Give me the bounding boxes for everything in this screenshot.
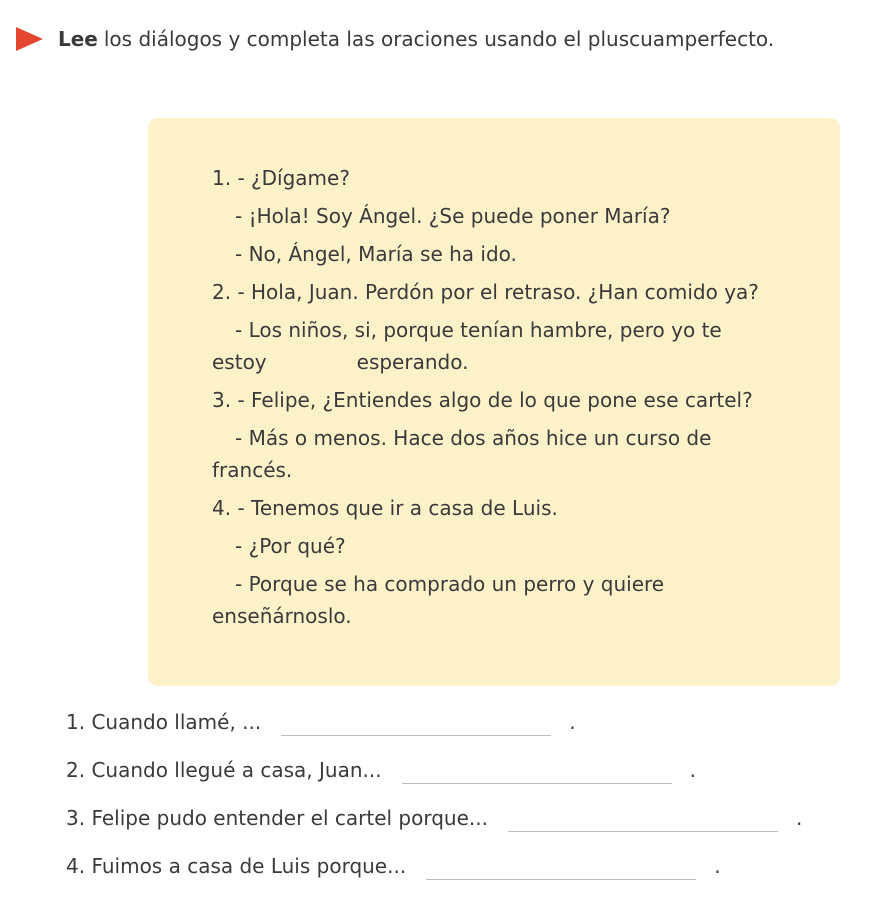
dialog-4-line-2: - ¿Por qué? [235,534,346,558]
question-row-1 [66,706,576,738]
dialog-2-word-esperando: esperando. [356,350,469,374]
dialog-3-line-2: - Más o menos. Hace dos años hice un curso de [235,426,712,450]
dialog-1-line-3: - No, Ángel, María se ha ido. [235,242,517,266]
dialog-4-line-1: 4. - Tenemos que ir a casa de Luis. [212,496,558,520]
dialog-4-line-4: enseñárnoslo. [212,604,352,628]
instruction [16,24,774,54]
question-4-period: . [714,854,721,878]
question-row-3 [66,802,802,834]
instruction-bold: Lee [58,27,98,51]
question-3-text: 3. Felipe pudo entender el cartel porque... [66,806,488,830]
question-row-2 [66,754,696,786]
answer-input-4[interactable] [426,853,696,880]
dialog-2-line-2: - Los niños, si, porque tenían hambre, pero yo te [235,318,722,342]
question-3-period: . [795,806,803,830]
question-2-text: 2. Cuando llegué a casa, Juan... [66,758,382,782]
answer-input-2[interactable] [402,757,672,784]
question-row-4 [66,850,721,882]
dialog-3-line-1: 3. - Felipe, ¿Entiendes algo de lo que pone ese cartel? [212,388,753,412]
answer-input-1[interactable] [281,709,551,736]
dialog-1-line-2: - ¡Hola! Soy Ángel. ¿Se puede poner María? [235,204,671,228]
question-1-text: 1. Cuando llamé, ... [66,710,262,734]
question-1-period: . [569,710,576,734]
dialog-2-line-1: 2. - Hola, Juan. Perdón por el retraso. ¿Han comido ya? [212,280,759,304]
dialog-box [148,118,840,686]
dialog-1-line-1: 1. - ¿Dígame? [212,166,350,190]
dialog-2-line-3 [212,346,800,378]
answer-input-3[interactable] [508,805,778,832]
dialog-2-word-estoy: estoy [212,350,267,374]
instruction-text: los diálogos y completa las oraciones usando el pluscuamperfecto. [103,27,775,51]
dialog-4-line-3: - Porque se ha comprado un perro y quiere [235,572,665,596]
question-2-period: . [689,758,696,782]
play-triangle-icon [16,27,43,51]
dialog-3-line-3: francés. [212,458,293,482]
question-4-text: 4. Fuimos a casa de Luis porque... [66,854,407,878]
